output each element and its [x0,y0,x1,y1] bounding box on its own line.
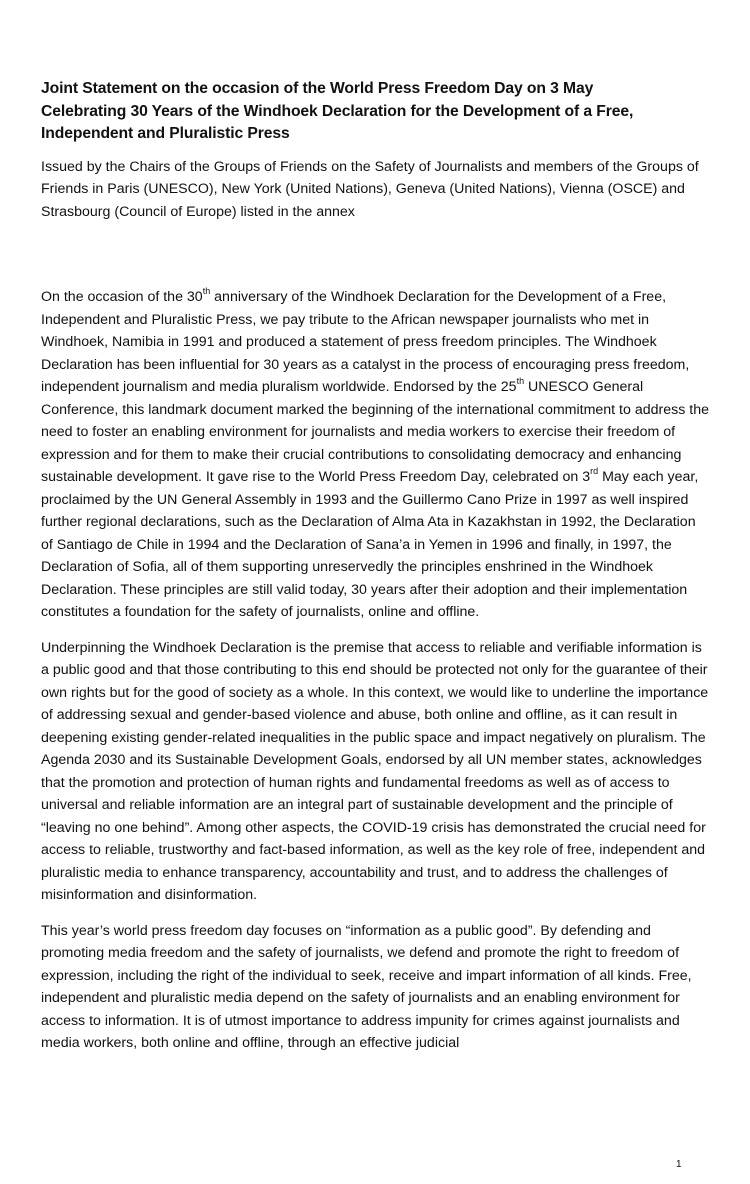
superscript-th-2: th [516,376,525,387]
title-line-1: Joint Statement on the occasion of the World Press Freedom Day on 3 May [41,80,594,97]
superscript-rd: rd [590,466,599,477]
paragraph-1 [41,286,709,624]
issued-by-text: Issued by the Chairs of the Groups of Friends on the Safety of Journalists and members of the Groups of Friends in Paris (UNESCO), New York (United Nations), Geneva (United Nations), Vienna (OSCE) and Strasbourg (Council of Europe) listed in the annex [41,158,699,220]
document-body [41,286,709,1068]
paragraph-3: This year’s world press freedom day focuses on “information as a public good”. By defending and promoting media freedom and the safety of journalists, we defend and promote the right to freedom of expression, including the right of the individual to seek, receive and impart information of all kinds. Free, independent and pluralistic media depend on the safety of journalists and an enabling environment for access to information. It is of utmost importance to address impunity for crimes against journalists and media workers, both online and offline, through an effective judicial [41,922,692,1051]
page-number: 1 [676,1159,682,1170]
statement-title [41,78,709,146]
title-line-3: Independent and Pluralistic Press [41,125,290,142]
paragraph-1-part-c: UNESCO General Conference, this landmark document marked the beginning of the international commitment to address the need to foster an enabling environment for journalists and media workers to exercise their freedom of expression and for them to make their crucial contributions to consolidating democracy and enhancing sustainable development. It gave rise to the World Press Freedom Day, celebrated on 3 [41,379,709,485]
paragraph-1-part-a: On the occasion of the 30 [41,289,203,305]
document-header [41,78,709,223]
paragraph-1-part-b: anniversary of the Windhoek Declaration for the Development of a Free, Independent and Pluralistic Press, we pay tribute to the African newspaper journalists who met in Windhoek, Namibia in 1991 and produced a statement of press freedom principles. The Windhoek Declaration has been influential for 30 years as a catalyst in the process of encouraging press freedom, independent journalism and media pluralism worldwide. Endorsed by the 25 [41,289,690,395]
paragraph-2: Underpinning the Windhoek Declaration is the premise that access to reliable and verifiable information is a public good and that those contributing to this end should be protected not only for the guarantee of their own rights but for the good of society as a whole. In this context, we would like to underline the importance of addressing sexual and gender-based violence and abuse, both online and offline, as it can result in deepening existing gender-related inequalities in the public space and impact negatively on pluralism. The Agenda 2030 and its Sustainable Development Goals, endorsed by all UN member states, acknowledges that the promotion and protection of human rights and fundamental freedoms as well as of access to universal and reliable information are an integral part of sustainable development and the principle of “leaving no one behind”. Among other aspects, the COVID-19 crisis has demonstrated the crucial need for access to reliable, trustworthy and fact-based information, as well as the key role of free, independent and pluralistic media to enhance transparency, accountability and trust, and to address the challenges of misinformation and disinformation. [41,639,709,903]
title-line-2: Celebrating 30 Years of the Windhoek Declaration for the Development of a Free, [41,102,634,120]
paragraph-1-part-d: May each year, proclaimed by the UN General Assembly in 1993 and the Guillermo Cano Prize in 1997 as well inspired further regional declarations, such as the Declaration of Alma Ata in Kazakhstan in 1992, the Declaration of Santiago de Chile in 1994 and the Declaration of Sana’a in Yemen in 1996 and finally, in 1997, the Declaration of Sofia, all of them supporting unreservedly the principles enshrined in the Windhoek Declaration. These principles are still valid today, 30 years after their adoption and their implementation constitutes a foundation for the safety of journalists, online and offline. [41,469,699,620]
superscript-th-1: th [202,286,211,297]
